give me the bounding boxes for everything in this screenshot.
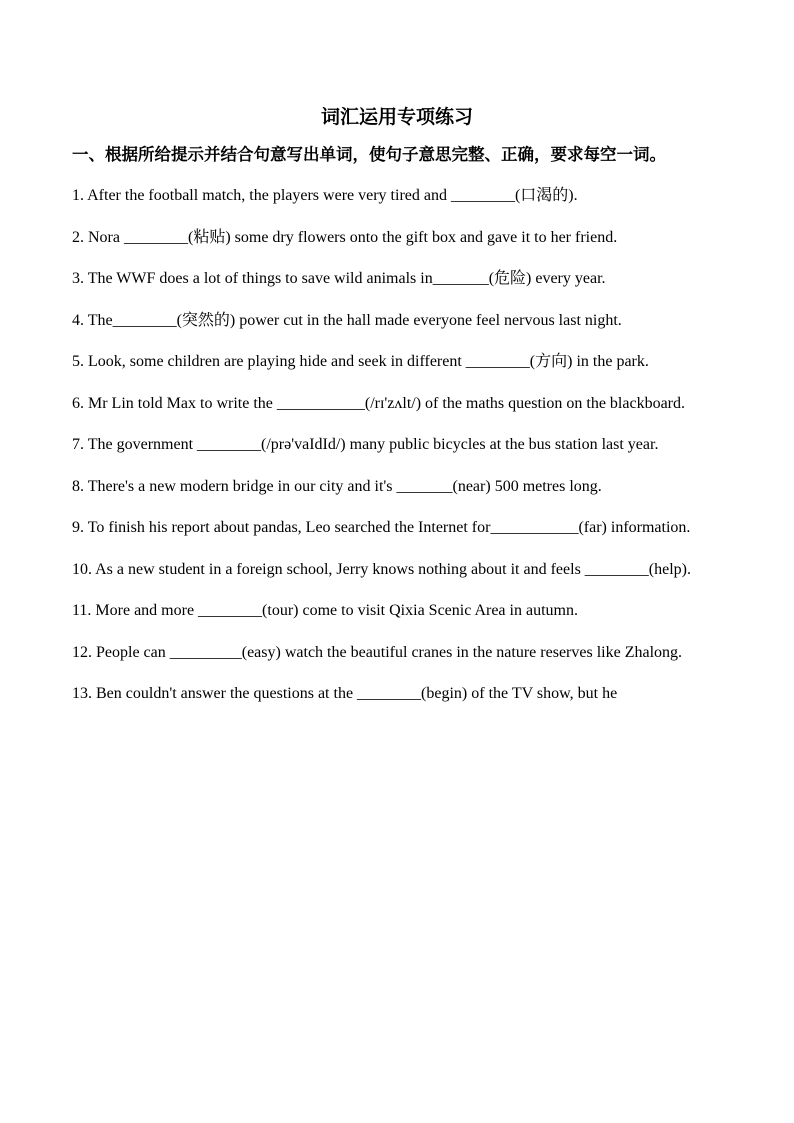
question-item: 4. The________(突然的) power cut in the hall made everyone feel nervous last night. — [72, 311, 622, 329]
question-item: 10. As a new student in a foreign school, Jerry knows nothing about it and feels ________(help). — [72, 560, 691, 578]
question-item: 11. More and more ________(tour) come to visit Qixia Scenic Area in autumn. — [72, 602, 578, 619]
question-item: 12. People can _________(easy) watch the beautiful cranes in the nature reserves like Zhalong. — [72, 643, 683, 661]
question-item: 8. There's a new modern bridge in our city and it's _______(near) 500 metres long. — [72, 477, 602, 495]
question-item: 5. Look, some children are playing hide and seek in different ________(方向) in the park. — [72, 353, 649, 370]
page-title: 词汇运用专项练习 — [320, 106, 473, 128]
question-item: 2. Nora ________(粘贴) some dry flowers onto the gift box and gave it to her friend. — [72, 228, 618, 246]
question-item: 7. The government ________(/prə'vaIdId/) many public bicycles at the bus station last year. — [72, 436, 659, 453]
section-instruction: 一、根据所给提示并结合句意写出单词，使句子意思完整、正确，要求每空一词。 — [72, 145, 666, 164]
question-item: 6. Mr Lin told Max to write the ___________(/rɪ'zʌlt/) of the maths question on the blackboard. — [72, 394, 685, 412]
question-list — [72, 175, 722, 715]
question-item: 9. To finish his report about pandas, Leo searched the Internet for___________(far) information. — [72, 519, 691, 536]
question-item: 1. After the football match, the players were very tired and ________(口渴的). — [72, 187, 578, 204]
worksheet-page — [72, 100, 722, 715]
question-item: 3. The WWF does a lot of things to save wild animals in_______(危险) every year. — [72, 270, 606, 287]
question-item: 13. Ben couldn't answer the questions at the ________(begin) of the TV show, but he — [72, 685, 618, 702]
